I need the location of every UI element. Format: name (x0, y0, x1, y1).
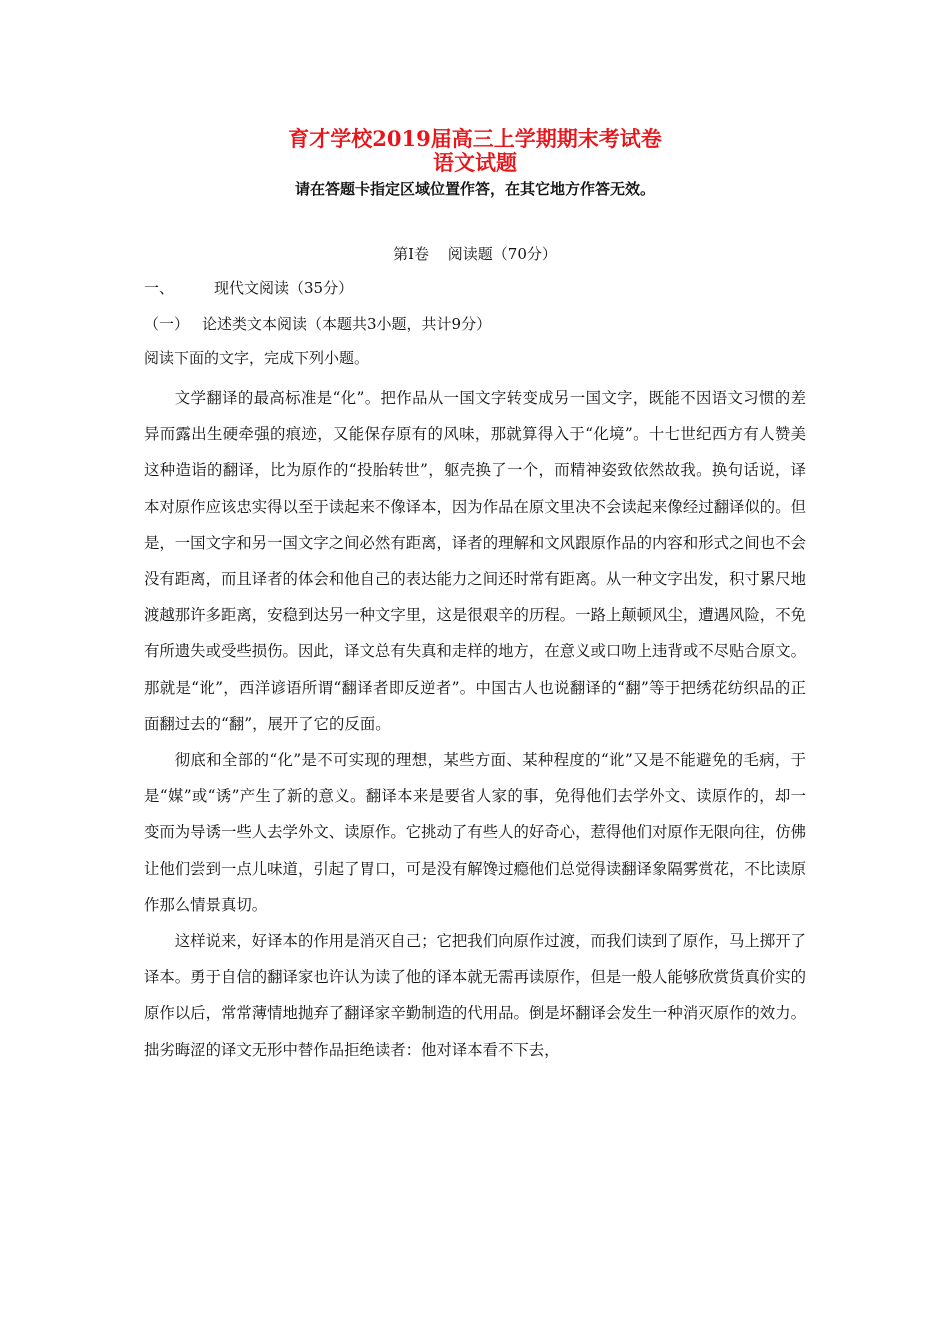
exam-subject: 语文试题 (433, 150, 517, 175)
passage-paragraph: 彻底和全部的“化”是不可实现的理想，某些方面、某种程度的“讹”又是不能避免的毛病，于是“媒”或“诱”产生了新的意义。翻译本来是要省人家的事，免得他们去学外文、读原作的，却一变而为导诱一些人去学外文、读原作。它挑动了有些人的好奇心，惹得他们对原作无限向往，仿佛让他们尝到一点儿味道，引起了胃口，可是没有解馋过瘾他们总觉得读翻译象隔雾赏花，不比读原作那么情景真切。 (144, 751, 806, 914)
exam-title: 育才学校2019届高三上学期期末考试卷 (288, 126, 662, 151)
reading-directions: 阅读下面的文字，完成下列小题。 (144, 349, 370, 367)
passage-paragraph: 这样说来，好译本的作用是消灭自己；它把我们向原作过渡，而我们读到了原作，马上掷开了译本。勇于自信的翻译家也许认为读了他的译本就无需再读原作，但是一般人能够欣赏货真价实的原作以后，常常薄情地抛弃了翻译家辛勤制造的代用品。倒是坏翻译会发生一种消灭原作的效力。拙劣晦涩的译文无形中替作品拒绝读者：他对译本看不下去， (144, 932, 806, 1059)
subsection-title: 论述类文本阅读（本题共3小题，共计9分） (202, 315, 492, 333)
section-heading (144, 277, 353, 299)
subsection-number: （一） (144, 315, 190, 333)
part-title: 第Ⅰ卷 阅读题（70分） (393, 245, 557, 263)
section-title: 现代文阅读（35分） (214, 279, 354, 297)
reading-passage (144, 380, 806, 1068)
section-number: 一、 (144, 279, 175, 297)
answer-instruction: 请在答题卡指定区域位置作答，在其它地方作答无效。 (294, 180, 655, 198)
subsection-heading (144, 313, 491, 335)
passage-paragraph: 文学翻译的最高标准是“化”。把作品从一国文字转变成另一国文字，既能不因语文习惯的差异而露出生硬牵强的痕迹，又能保存原有的风味，那就算得入于“化境”。十七世纪西方有人赞美这种造诣的翻译，比为原作的“投胎转世”，躯壳换了一个，而精神姿致依然故我。换句话说，译本对原作应该忠实得以至于读起来不像译本，因为作品在原文里决不会读起来像经过翻译似的。但是，一国文字和另一国文字之间必然有距离，译者的理解和文风跟原作品的内容和形式之间也不会没有距离，而且译者的体会和他自己的表达能力之间还时常有距离。从一种文字出发，积寸累尺地渡越那许多距离，安稳到达另一种文字里，这是很艰辛的历程。一路上颠顿风尘，遭遇风险，不免有所遗失或受些损伤。因此，译文总有失真和走样的地方，在意义或口吻上违背或不尽贴合原文。那就是“讹”，西洋谚语所谓“翻译者即反逆者”。中国古人也说翻译的“翻”等于把绣花纺织品的正面翻过去的“翻”，展开了它的反面。 (144, 389, 806, 733)
